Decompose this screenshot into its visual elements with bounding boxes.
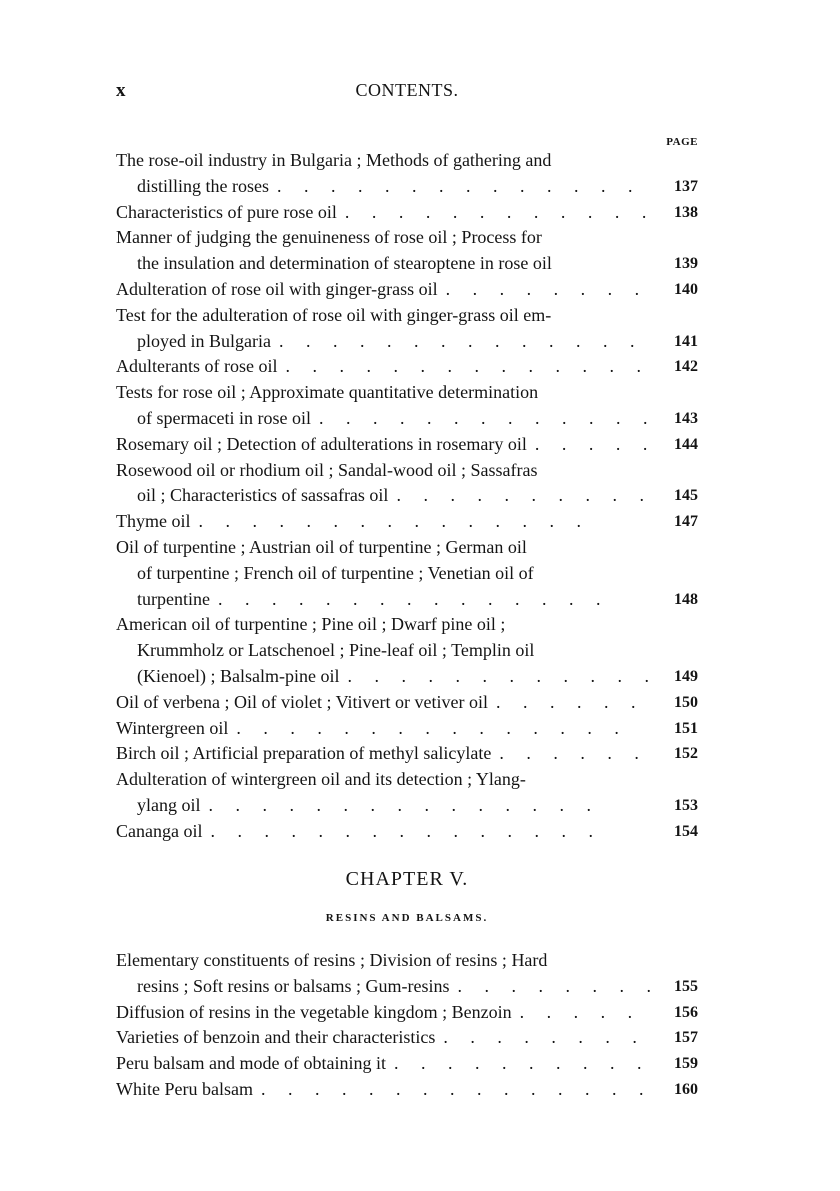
toc-entry xyxy=(116,1025,698,1051)
dot-leader xyxy=(512,1000,650,1026)
toc-entry-text xyxy=(116,225,650,277)
toc-entry xyxy=(116,948,698,1000)
page-title: CONTENTS. xyxy=(355,80,459,100)
dot-leader xyxy=(449,974,650,1000)
dot-leader xyxy=(339,664,650,690)
toc-entry-line: Tests for rose oil ; Approximate quantitative determination xyxy=(116,382,539,403)
dot-leader xyxy=(269,174,650,200)
toc-entry-line: Elementary constituents of resins ; Division of resins ; Hard xyxy=(116,950,548,970)
chapter-subtitle: RESINS AND BALSAMS. xyxy=(325,912,489,924)
toc-entry-line: turpentine xyxy=(137,588,210,609)
toc-entry-line: Test for the adulteration of rose oil with ginger-grass oil em- xyxy=(116,304,552,325)
toc-entry xyxy=(116,303,698,355)
toc-page-number: 141 xyxy=(674,332,698,350)
toc-page-number: 145 xyxy=(674,487,698,505)
toc-entry-line: ylang oil xyxy=(137,794,201,815)
toc-page-number: 140 xyxy=(674,280,698,298)
toc-entry xyxy=(116,509,698,535)
toc-entry-line: distilling the roses xyxy=(137,175,269,196)
toc-entry-line: Cananga oil xyxy=(116,820,203,841)
toc-page-number: 155 xyxy=(674,977,698,995)
toc-page-number: 149 xyxy=(674,667,698,685)
toc-entry-text xyxy=(116,1051,650,1077)
toc-entry-text xyxy=(116,277,650,303)
toc-entry-line: The rose-oil industry in Bulgaria ; Methods of gathering and xyxy=(116,150,552,170)
toc-entry-line: Adulteration of rose oil with ginger-grass oil xyxy=(116,278,438,299)
toc-entry-text xyxy=(116,354,650,380)
toc-entry xyxy=(116,1000,698,1026)
toc-entry-line: Oil of turpentine ; Austrian oil of turpentine ; German oil xyxy=(116,536,527,557)
toc-entry xyxy=(116,432,698,458)
toc-page-number: 138 xyxy=(674,203,698,221)
toc-entry-line: the insulation and determination of stearoptene in rose oil xyxy=(137,253,552,274)
toc-entry xyxy=(116,690,698,716)
toc-page-number: 160 xyxy=(674,1080,698,1098)
toc-entry-line: Wintergreen oil xyxy=(116,717,229,738)
toc-entry-line: Rosewood oil or rhodium oil ; Sandal-wood oil ; Sassafras xyxy=(116,459,538,480)
dot-leader xyxy=(386,1051,650,1077)
toc-page-number: 147 xyxy=(674,513,698,531)
dot-leader xyxy=(253,1077,650,1103)
toc-entry xyxy=(116,819,698,845)
toc-entry xyxy=(116,716,698,742)
toc-entry-text xyxy=(116,948,650,1000)
toc-entry-text xyxy=(116,148,650,200)
toc-entry xyxy=(116,277,698,303)
toc-entry xyxy=(116,1051,698,1077)
toc-entry-text xyxy=(116,380,650,432)
toc-entry-text xyxy=(116,200,650,226)
toc-entry xyxy=(116,225,698,277)
toc-entry-line: (Kienoel) ; Balsalm-pine oil xyxy=(137,665,340,686)
chapter-heading: CHAPTER V. xyxy=(345,868,469,890)
toc-entry-text xyxy=(116,1077,650,1103)
toc-entry-line: Thyme oil xyxy=(116,511,191,532)
toc-entry xyxy=(116,1077,698,1103)
toc-entry-line: Characteristics of pure rose oil xyxy=(116,201,337,222)
toc-entry-line: Rosemary oil ; Detection of adulterations in rosemary oil xyxy=(116,433,527,454)
toc-entry-line: Adulteration of wintergreen oil and its detection ; Ylang- xyxy=(116,769,526,790)
toc-entry xyxy=(116,200,698,226)
toc-entry-text xyxy=(116,432,650,458)
toc-entry-line: of turpentine ; French oil of turpentine ; Venetian oil of xyxy=(137,562,534,583)
toc-entry-text xyxy=(116,819,650,845)
toc-entry-text xyxy=(116,1000,650,1026)
dot-leader xyxy=(491,741,650,767)
dot-leader xyxy=(388,483,650,509)
toc-section-chapter-4 xyxy=(116,148,698,845)
toc-entry xyxy=(116,458,698,510)
toc-entry-text xyxy=(116,690,650,716)
toc-entry xyxy=(116,148,698,200)
page-folio: x xyxy=(116,80,126,101)
toc-entry-text xyxy=(116,458,650,510)
dot-leader xyxy=(488,690,650,716)
toc-entry-line: of spermaceti in rose oil xyxy=(137,407,311,428)
toc-entry-line: Birch oil ; Artificial preparation of methyl salicylate xyxy=(116,743,492,764)
toc-page-number: 152 xyxy=(674,745,698,763)
dot-leader xyxy=(202,819,650,845)
page-column-label: PAGE xyxy=(666,136,698,148)
toc-entry xyxy=(116,380,698,432)
toc-page-number: 156 xyxy=(674,1003,698,1021)
dot-leader xyxy=(277,354,650,380)
toc-entry-line: Peru balsam and mode of obtaining it xyxy=(116,1053,386,1074)
toc-entry-text xyxy=(116,535,650,612)
toc-page-number: 148 xyxy=(674,590,698,608)
toc-entry-line: Adulterants of rose oil xyxy=(116,356,278,377)
toc-entry-line: oil ; Characteristics of sassafras oil xyxy=(137,485,389,506)
toc-entry-text xyxy=(116,303,650,355)
toc-entry-line: Manner of judging the genuineness of rose oil ; Process for xyxy=(116,227,542,248)
toc-entry-line: resins ; Soft resins or balsams ; Gum-resins xyxy=(137,975,450,996)
toc-entry-line: Oil of verbena ; Oil of violet ; Vitivert or vetiver oil xyxy=(116,691,488,712)
toc-page-number: 159 xyxy=(674,1055,698,1073)
toc-page-number: 137 xyxy=(674,177,698,195)
toc-entry-text xyxy=(116,509,650,535)
toc-entry-line: American oil of turpentine ; Pine oil ; Dwarf pine oil ; xyxy=(116,614,506,635)
toc-entry xyxy=(116,767,698,819)
dot-leader xyxy=(435,1025,650,1051)
toc-page-number: 154 xyxy=(674,822,698,840)
toc-entry-text xyxy=(116,1025,650,1051)
toc-entry-text xyxy=(116,716,650,742)
toc-page-number: 157 xyxy=(674,1029,698,1047)
toc-section-chapter-5 xyxy=(116,948,698,1103)
dot-leader xyxy=(438,277,650,303)
toc-page-number: 151 xyxy=(674,719,698,737)
toc-page-number: 143 xyxy=(674,409,698,427)
toc-entry xyxy=(116,741,698,767)
toc-entry xyxy=(116,354,698,380)
dot-leader xyxy=(210,587,650,613)
toc-page-number: 150 xyxy=(674,693,698,711)
toc-page-number: 142 xyxy=(674,358,698,376)
dot-leader xyxy=(311,406,650,432)
dot-leader xyxy=(201,793,651,819)
dot-leader xyxy=(527,432,650,458)
dot-leader xyxy=(228,716,650,742)
toc-entry-text xyxy=(116,612,650,689)
toc-entry xyxy=(116,612,698,689)
toc-entry-text xyxy=(116,767,650,819)
toc-page-number: 153 xyxy=(674,796,698,814)
dot-leader xyxy=(191,509,651,535)
running-head xyxy=(116,80,698,108)
toc-entry-line: ployed in Bulgaria xyxy=(137,330,271,351)
toc-page-number: 144 xyxy=(674,435,698,453)
toc-entry-line: Varieties of benzoin and their characteristics xyxy=(116,1027,436,1048)
toc-entry-text xyxy=(116,741,650,767)
dot-leader xyxy=(271,329,650,355)
toc-page-number: 139 xyxy=(674,255,698,273)
toc-entry-line: Krummholz or Latschenoel ; Pine-leaf oil ; Templin oil xyxy=(137,640,535,661)
toc-entry xyxy=(116,535,698,612)
toc-entry-line: Diffusion of resins in the vegetable kingdom ; Benzoin xyxy=(116,1001,512,1022)
toc-entry-line: White Peru balsam xyxy=(116,1078,253,1099)
dot-leader xyxy=(337,200,650,226)
